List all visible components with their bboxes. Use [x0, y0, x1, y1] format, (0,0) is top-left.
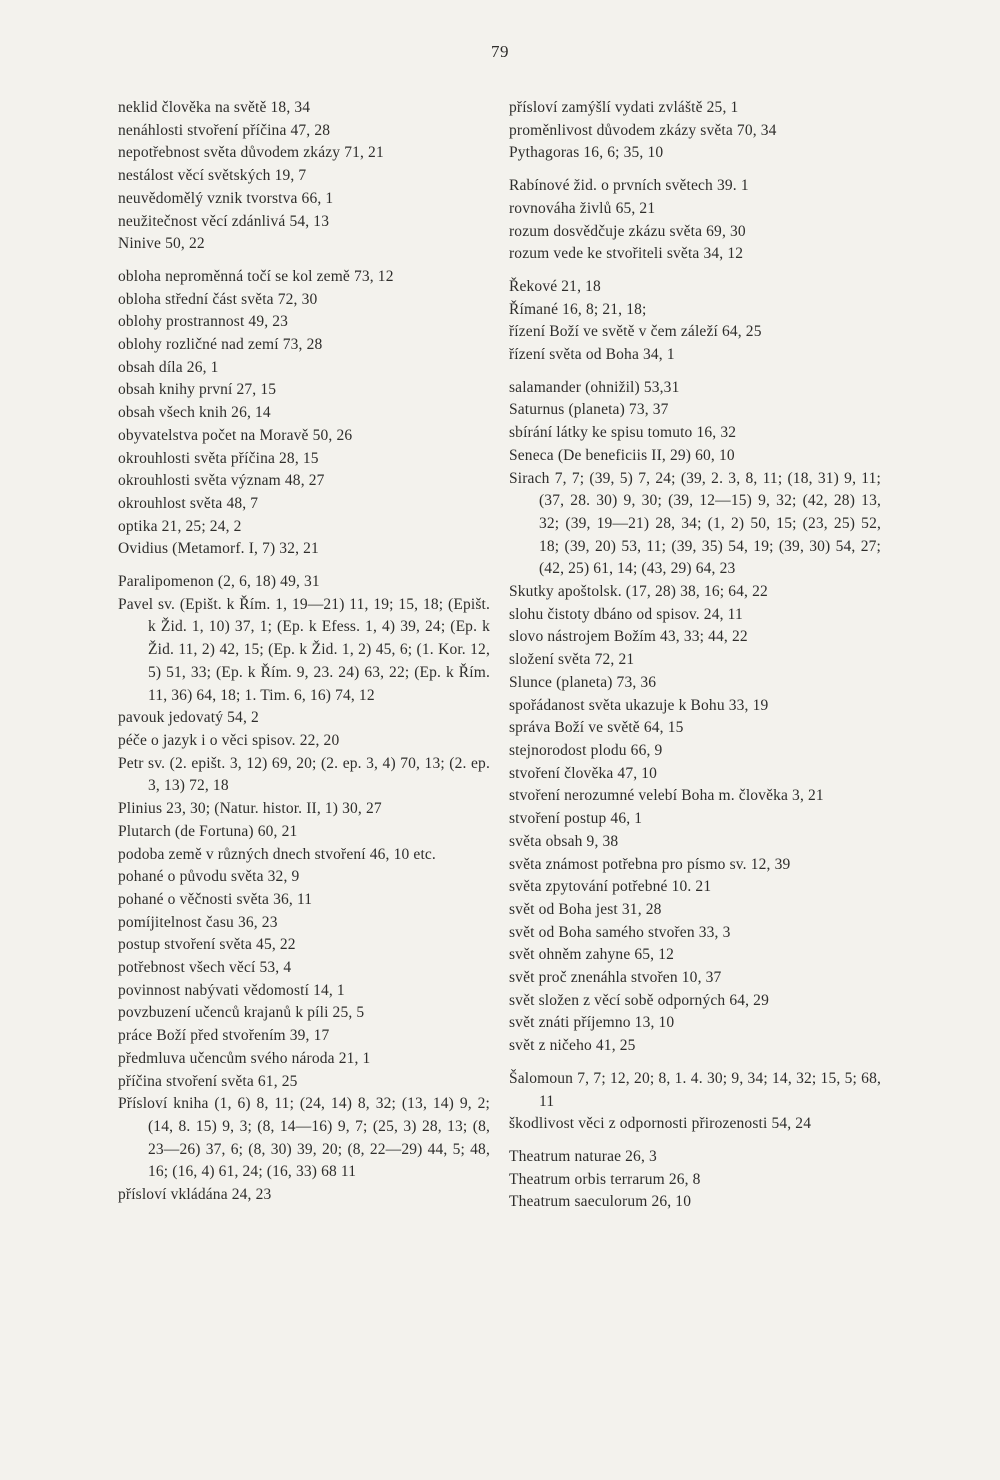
index-entry: světa obsah 9, 38 — [509, 832, 619, 850]
index-entry: svět od Boha samého stvořen 33, 3 — [509, 923, 731, 941]
index-entry: oblohy rozličné nad zemí 73, 28 — [118, 336, 323, 354]
index-entry: slohu čistoty dbáno od spisov. 24, 11 — [509, 605, 743, 623]
index-entry: péče o jazyk i o věci spisov. 22, 20 — [118, 731, 340, 749]
index-entry: podoba země v různých dnech stvoření 46, 10 etc. — [118, 845, 436, 863]
index-entry: Pavel sv. (Epišt. k Řím. 1, 19—21) 11, 19; 15, 18; (Epišt. k Žid. 1, 10) 37, 1; (Ep. k Efess. 1, 4) 39, 24; (Ep. k Žid. 11, 2) 42, 15; (Ep. k Žid. 1, 2) 45, 6; (1. Kor. 12, 5) 51, 33; (Ep. k Řím. 9, 23. 24) 63, 22; (Ep. k Řím. 11, 36) 64, 18; 1. Tim. 6, 16) 74, 12 — [118, 595, 490, 704]
index-entry: stvoření nerozumné velebí Boha m. člověka 3, 21 — [509, 787, 824, 805]
index-entry: řízení světa od Boha 34, 1 — [509, 346, 675, 364]
index-entry: Theatrum naturae 26, 3 — [509, 1147, 657, 1165]
index-entry: Sirach 7, 7; (39, 5) 7, 24; (39, 2. 3, 8, 11; (18, 31) 9, 11; (37, 28. 30) 9, 30; (39, 12—15) 9, 32; (42, 28) 13, 32; (39, 19—21) 28, 34; (1, 2) 50, 15; (23, 25) 52, 18; (39, 20) 53, 11; (39, 35) 54, 19; (39, 30) 54, 27; (42, 25) 61, 14; (43, 29) 64, 23 — [509, 469, 881, 578]
index-entry: sbírání látky ke spisu tomuto 16, 32 — [509, 424, 737, 442]
index-entry: optika 21, 25; 24, 2 — [118, 517, 242, 535]
index-entry: obsah všech knih 26, 14 — [118, 404, 271, 422]
index-entry: obsah díla 26, 1 — [118, 358, 219, 376]
index-entry: nestálost věcí světských 19, 7 — [118, 167, 307, 185]
index-entry: neklid člověka na světě 18, 34 — [118, 99, 311, 116]
index-entry: svět znáti příjemno 13, 10 — [509, 1014, 675, 1032]
index-entry: řízení Boží ve světě v čem záleží 64, 25 — [509, 323, 762, 341]
index-entry: obloha střední část světa 72, 30 — [118, 290, 318, 308]
index-entry: okrouhlosti světa příčina 28, 15 — [118, 449, 319, 467]
index-entry: Skutky apoštolsk. (17, 28) 38, 16; 64, 22 — [509, 583, 768, 601]
index-entry: salamander (ohnižil) 53,31 — [509, 378, 680, 396]
index-entry: předmluva učencům svého národa 21, 1 — [118, 1049, 371, 1067]
index-entry: přísloví vkládána 24, 23 — [118, 1186, 272, 1204]
index-entry: obsah knihy první 27, 15 — [118, 381, 277, 399]
index-entry: Plinius 23, 30; (Natur. histor. II, 1) 30, 27 — [118, 800, 382, 818]
index-entry: práce Boží před stvořením 39, 17 — [118, 1027, 330, 1045]
index-column-left — [118, 97, 490, 1207]
index-entry: Theatrum orbis terrarum 26, 8 — [509, 1170, 701, 1188]
index-entry: Šalomoun 7, 7; 12, 20; 8, 1. 4. 30; 9, 34; 14, 32; 15, 5; 68, 11 — [509, 1069, 881, 1110]
index-entry: spořádanost světa ukazuje k Bohu 33, 19 — [509, 696, 769, 714]
index-entry: nenáhlosti stvoření příčina 47, 28 — [118, 121, 331, 139]
index-entry: světa známost potřebna pro písmo sv. 12, 39 — [509, 855, 791, 873]
index-entry: pomíjitelnost času 36, 23 — [118, 913, 278, 931]
index-entry: slovo nástrojem Božím 43, 33; 44, 22 — [509, 628, 748, 646]
index-entry: Přísloví kniha (1, 6) 8, 11; (24, 14) 8, 32; (13, 14) 9, 2; (14, 8. 15) 9, 3; (8, 14—16) 9, 7; (25, 3) 28, 13; (8, 23—26) 37, 6; (8, 30) 39, 20; (8, 22—29) 44, 5; 48, 16; (16, 4) 61, 24; (16, 33) 68 11 — [118, 1095, 490, 1181]
index-entry: správa Boží ve světě 64, 15 — [509, 719, 684, 737]
index-entry: Rabínové žid. o prvních světech 39. 1 — [509, 177, 749, 195]
index-entry: okrouhlost světa 48, 7 — [118, 494, 259, 512]
index-entry: Paralipomenon (2, 6, 18) 49, 31 — [118, 573, 320, 591]
index-entry: svět proč znenáhla stvořen 10, 37 — [509, 969, 722, 987]
index-entry: rovnováha živlů 65, 21 — [509, 199, 656, 217]
index-entry: povzbuzení učenců krajanů k píli 25, 5 — [118, 1004, 365, 1022]
index-entry: svět od Boha jest 31, 28 — [509, 900, 662, 918]
index-entry: stvoření postup 46, 1 — [509, 810, 643, 828]
index-entry: Ninive 50, 22 — [118, 235, 205, 253]
index-entry: Petr sv. (2. epišt. 3, 12) 69, 20; (2. ep. 3, 4) 70, 13; (2. ep. 3, 13) 72, 18 — [118, 754, 490, 795]
index-entry: proměnlivost důvodem zkázy světa 70, 34 — [509, 121, 777, 139]
index-entry: oblohy prostrannost 49, 23 — [118, 313, 289, 331]
index-entry: okrouhlosti světa význam 48, 27 — [118, 472, 325, 490]
index-entry: pohané o původu světa 32, 9 — [118, 868, 300, 886]
index-entry: příčina stvoření světa 61, 25 — [118, 1072, 298, 1090]
index-entry: nepotřebnost světa důvodem zkázy 71, 21 — [118, 144, 384, 162]
index-entry: Saturnus (planeta) 73, 37 — [509, 401, 669, 419]
index-entry: škodlivost věci z odpornosti přirozenosti 54, 24 — [509, 1115, 812, 1133]
index-entry: rozum dosvědčuje zkázu světa 69, 30 — [509, 222, 746, 240]
index-entry: obyvatelstva počet na Moravě 50, 26 — [118, 426, 353, 444]
index-entry: svět z ničeho 41, 25 — [509, 1037, 636, 1055]
index-entry: svět ohněm zahyne 65, 12 — [509, 946, 675, 964]
index-column-right — [509, 97, 881, 1214]
index-entry: obloha neproměnná točí se kol země 73, 12 — [118, 267, 394, 285]
page-number: 79 — [491, 42, 509, 61]
index-entry: Plutarch (de Fortuna) 60, 21 — [118, 822, 298, 840]
index-entry: stvoření člověka 47, 10 — [509, 764, 658, 782]
index-entry: Seneca (De beneficiis II, 29) 60, 10 — [509, 446, 735, 464]
index-entry: Theatrum saeculorum 26, 10 — [509, 1193, 692, 1211]
index-entry: Pythagoras 16, 6; 35, 10 — [509, 144, 664, 162]
index-entry: Slunce (planeta) 73, 36 — [509, 673, 657, 691]
index-entry: povinnost nabývati vědomostí 14, 1 — [118, 981, 345, 999]
index-entry: svět složen z věcí sobě odporných 64, 29 — [509, 991, 769, 1009]
index-entry: stejnorodost plodu 66, 9 — [509, 741, 663, 759]
index-entry: Ovidius (Metamorf. I, 7) 32, 21 — [118, 540, 319, 558]
index-entry: složení světa 72, 21 — [509, 651, 635, 669]
index-entry: rozum vede ke stvořiteli světa 34, 12 — [509, 245, 744, 263]
index-entry: Římané 16, 8; 21, 18; — [509, 300, 647, 318]
index-entry: neužitečnost věcí zdánlivá 54, 13 — [118, 212, 330, 230]
index-entry: pohané o věčnosti světa 36, 11 — [118, 890, 313, 908]
index-entry: postup stvoření světa 45, 22 — [118, 936, 296, 954]
index-entry: Řekové 21, 18 — [509, 277, 601, 295]
index-entry: neuvědomělý vznik tvorstva 66, 1 — [118, 189, 334, 207]
index-entry: světa zpytování potřebné 10. 21 — [509, 878, 712, 896]
index-entry: přísloví zamýšlí vydati zvláště 25, 1 — [509, 99, 739, 116]
index-entry: potřebnost všech věcí 53, 4 — [118, 959, 292, 977]
index-entry: pavouk jedovatý 54, 2 — [118, 709, 259, 727]
